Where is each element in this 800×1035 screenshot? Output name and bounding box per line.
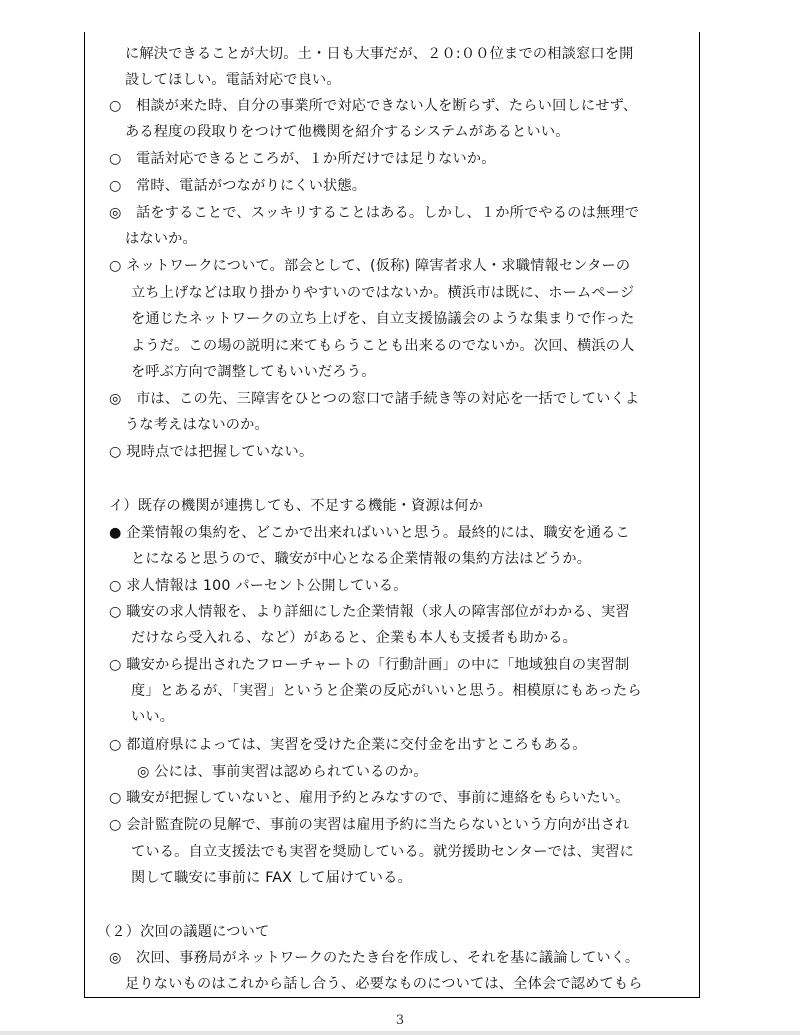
text-line: ○ 職安が把握していないと、雇用予約とみなすので、事前に連絡をもらいたい。 xyxy=(109,790,630,806)
text-line: ○ 都道府県によっては、実習を受けた企業に交付金を出すところもある。 xyxy=(109,737,587,753)
text-line: ようだ。この場の説明に来てもらうことも出来るのでないか。次回、横浜の人 xyxy=(131,338,635,354)
text-line: ○ 電話対応できるところが、１か所だけでは足りないか。 xyxy=(109,151,496,167)
document-frame xyxy=(84,32,700,998)
section-heading: （２）次回の議題について xyxy=(97,924,270,940)
page-number: 3 xyxy=(395,1013,405,1028)
text-line: ○ 職安の求人情報を、より詳細にした企業情報（求人の障害部位がわかる、実習 xyxy=(109,604,630,620)
text-line: とになると思うので、職安が中心となる企業情報の集約方法はどうか。 xyxy=(131,551,592,567)
text-line: ある程度の段取りをつけて他機関を紹介するシステムがあるといい。 xyxy=(125,124,570,140)
text-line: ている。自立支援法でも実習を奨励している。就労援助センターでは、実習に xyxy=(131,844,634,860)
text-line: ◎ 市は、この先、三障害をひとつの窓口で諸手続き等の対応を一括でしていくよ xyxy=(109,391,640,407)
text-line: を通じたネットワークの立ち上げを、自立支援協議会のような集まりで作った xyxy=(131,311,635,327)
bottom-divider xyxy=(0,1031,800,1035)
text-line: いい。 xyxy=(131,709,175,725)
section-heading: イ）既存の機関が連携しても、不足する機能・資源は何か xyxy=(109,498,484,514)
text-line: ◎ 次回、事務局がネットワークのたたき台を作成し、それを基に議論していく。 xyxy=(109,950,640,966)
text-line: ○ 会計監査院の見解で、事前の実習は雇用予約に当たらないという方向が出され xyxy=(109,817,630,833)
text-line: ○ 常時、電話がつながりにくい状態。 xyxy=(109,178,367,194)
text-line: だけなら受入れる、など）があると、企業も本人も支援者も助かる。 xyxy=(131,630,578,646)
text-line: ○ ネットワークについて。部会として、(仮称) 障害者求人・求職情報センターの xyxy=(109,258,631,274)
text-line: 度」とあるが、「実習」というと企業の反応がいいと思う。相模原にもあったら xyxy=(131,683,642,699)
text-line: うな考えはないのか。 xyxy=(125,417,269,433)
text-line: はないか。 xyxy=(125,231,197,247)
text-line: ◎ 公には、事前実習は認められているのか。 xyxy=(137,764,428,780)
text-line: を呼ぶ方向で調整してもいいだろう。 xyxy=(131,364,376,380)
text-line: 足りないものはこれから話し合う、必要なものについては、全体会で認めてもら xyxy=(125,976,643,992)
text-line: ◎ 話をすることで、スッキリすることはある。しかし、１か所でやるのは無理で xyxy=(109,205,640,221)
text-line: ○ 職安から提出されたフローチャートの「行動計画」の中に「地域独自の実習制 xyxy=(109,657,630,673)
text-line: に解決できることが大切。土・日も大事だが、２０:００位までの相談窓口を開 xyxy=(125,46,634,62)
text-line: ○ 相談が来た時、自分の事業所で対応できない人を断らず、たらい回しにせず、 xyxy=(109,98,638,114)
text-line: ● 企業情報の集約を、どこかで出来ればいいと思う。最終的には、職安を通るこ xyxy=(109,525,630,541)
text-line: 関して職安に事前に FAX して届けている。 xyxy=(131,870,412,886)
text-line: ○ 求人情報は 100 パーセント公開している。 xyxy=(109,578,408,594)
text-line: ○ 現時点では把握していない。 xyxy=(109,444,314,460)
text-line: 立ち上げなどは取り掛かりやすいのではないか。横浜市は既に、ホームページ xyxy=(131,285,635,301)
text-line: 設してほしい。電話対応で良い。 xyxy=(125,72,341,88)
